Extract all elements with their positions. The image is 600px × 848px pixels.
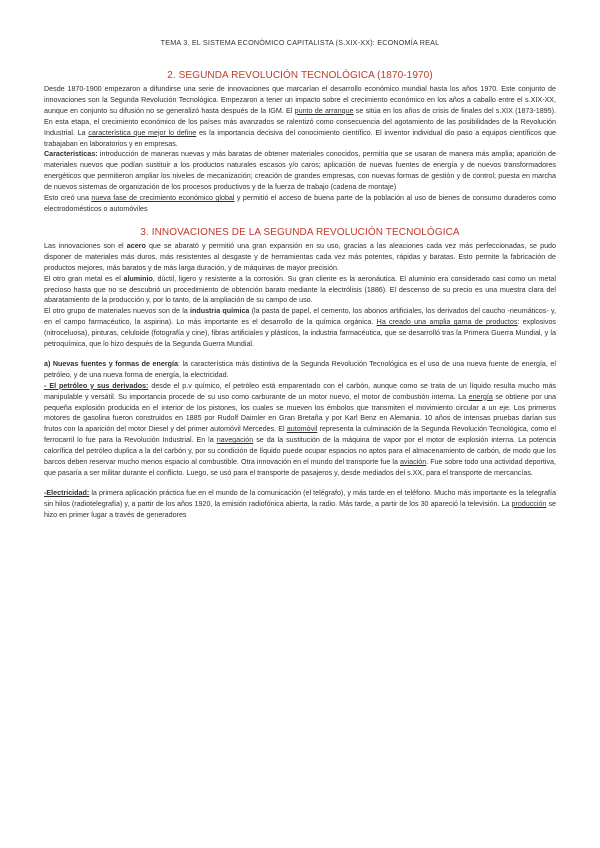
section-3-title: 3. INNOVACIONES DE LA SEGUNDA REVOLUCIÓN TECNOLÓGICA xyxy=(140,226,460,238)
section-3-paragraph-energy: a) Nuevas fuentes y formas de energía: la característica más distintiva de la Segunda Revolución Tecnológica es el uso de una nueva fuente de energía, el petróleo, y de una nueva forma de energía, la electricidad. xyxy=(44,359,556,379)
underlined-phrase: navegación xyxy=(216,436,254,445)
section-3-paragraph-petroleum: - El petróleo y sus derivados: desde el p.v químico, el petróleo está emparentado con el carbón, aunque como se trata de un líquido resulta mucho más manipulable y versátil. Su importancia procede de su uso como carburante de un motor nuevo, el motor de combustión interna. La energía se obtiene por una pequeña explosión producida en el interior de los pistones, los cuales se mueven los émbolos que transmiten el movimiento circular a un eje. Los primeros motores de gasolina fueron construidos en 1885 por Rudolf Daimler en Gran Bretaña y por Karl Benz en Alemania. 10 años de intensas pruebas darían sus frutos con la aparición del motor Diesel y del primer automóvil Mercedes. El automóvil representa la culminación de la Segunda Revolución Tecnológica, como el ferrocarril lo fue para la Revolución Industrial. En la navegación se da la sustitución de la máquina de vapor por el motor de explosión interna. La potencia calorífica del petróleo duplica a la del carbón y, por su condición de líquido puede ocupar espacios no aptos para el almacenamiento de carbón, de modo que los barcos deben reservar mucho menos espacio al combustible. Otra innovación en el mundo del transporte fue la aviación. Fue sobre todo una actividad deportiva, que pasaría a ser militar durante el conflicto. Luego, se usó para el transporte de pasajeros y, desde mediados del s.XX, para el transporte de mercancías. xyxy=(44,381,557,477)
underlined-phrase: producción xyxy=(511,499,547,508)
underlined-phrase: automóvil xyxy=(286,425,318,434)
section-2-characteristics: Características: introducción de maneras nuevas y más baratas de obtener materiales conocidos, permitía que se usaran de manera más amplia; aparición de materiales nuevos que podían sustituir a los productos naturales escasos y/o caros; aplicación de nuevas fuentes de energía y de nuevos transformadores energéticos que permitieron ampliar los niveles de mecanización; creación de grandes empresas, con nuevas formas de gestión y de control; puesta en marcha de nuevos sistemas de organización de los procesos productivos y de la fuerza de trabajo (cadena de montaje) xyxy=(44,150,556,192)
bold-label: - El petróleo y sus derivados: xyxy=(44,381,149,390)
underlined-phrase: aviación xyxy=(399,458,427,467)
section-3-paragraph-electricity: -Electricidad: la primera aplicación práctica fue en el mundo de la comunicación (el telégrafo), y más tarde en el teléfono. Mucho más importante es la telegrafía sin hilos (radiotelegrafía) y, a partir de los años 1920, la emisión radiofónica abierta, la radio. Más tarde, a partir de los 30 apareció la televisión. La producción se hizo en primer lugar a través de generadores xyxy=(44,488,557,519)
underlined-phrase: Ha creado una amplia gama de productos xyxy=(376,318,518,327)
bold-label: a) Nuevas fuentes y formas de energía xyxy=(44,359,178,368)
underlined-phrase: punto de arranque xyxy=(294,106,354,115)
section-3-paragraph-chemistry: El otro grupo de materiales nuevos son de la industria química (la pasta de papel, el cemento, los abonos artificiales, los derivados del caucho -neumáticos- y, en el campo farmacéutico, la aspirina). Lo más importante es el desarrollo de la química orgánica. Ha creado una amplia gama de productos: explosivos (nitroceluosa), pinturas, celuloide (fotografía y cine), fibras artificiales y plásticos, la industria farmacéutica, que se desarrolló tras la Primera Guerra Mundial, y la petroquímica, que lo hizo después de la Segunda Guerra Mundial. xyxy=(44,307,556,349)
underlined-phrase: característica que mejor lo define xyxy=(88,128,197,137)
running-header: TEMA 3. EL SISTEMA ECONÓMICO CAPITALISTA (S.XIX-XX): ECONOMÍA REAL xyxy=(160,38,440,47)
bold-label: Características: xyxy=(44,150,98,159)
section-2-paragraph-1: Desde 1870-1900 empezaron a difundirse una serie de innovaciones que marcarían el desarrollo económico mundial hasta los años 1970. Este conjunto de innovaciones son la Segunda Revolución Tecnológica. Empezaron a tener un impacto sobre el crecimiento económico en los años a caballo entre el s.XIX-XX, aunque en conjunto su difusión no se generalizó hasta después de la IGM. El punto de arranque se sitúa en los años de crisis de finales del s.XIX (1873-1895). En esta etapa, el crecimiento económico de los países más avanzados se ralentizó como consecuencia del agotamiento de las posibilidades de la Revolución Industrial. La característica que mejor lo define es la importancia decisiva del conocimiento científico. El inventor individual dio paso a equipos científicos que trabajaban en laboratorios y en empresas. xyxy=(44,85,556,148)
section-3-paragraph-aluminium: El otro gran metal es el aluminio, dúctil, ligero y resistente a la corrosión. Su gran cliente es la aeronáutica. El aluminio era considerado casi como un metal precioso hasta que no se descubrió un procedimiento de obtención barato mediante la electrólisis (1886). El descenso de su precio es una muestra clara del abaratamiento de la producción y, por lo tanto, de la ampliación de su campo de uso. xyxy=(44,274,556,305)
bold-label: -Electricidad: xyxy=(44,488,90,497)
bold-term: industria química xyxy=(190,307,250,316)
document-body xyxy=(44,70,556,521)
section-2-paragraph-3: Esto creó una nueva fase de crecimiento económico global y permitió el acceso de buena parte de la población al uso de bienes de consumo duraderos como electrodomésticos o automóviles xyxy=(44,194,557,213)
section-2-title: 2. SEGUNDA REVOLUCIÓN TECNOLÓGICA (1870-1970) xyxy=(167,70,433,81)
section-3-paragraph-steel: Las innovaciones son el acero que se abarató y permitió una gran expansión en su uso, gracias a las aleaciones cada vez más perfeccionadas, se pudo disponer de materiales más duros, más resistentes al desgaste y de herramientas cada vez más potentes, rápidas y baratas. Esto permite la fabricación de productos mejores, más baratos y de más larga duración, y de máquinas de mayor precisión. xyxy=(44,241,556,272)
bold-term: acero xyxy=(126,241,146,250)
bold-term: aluminio xyxy=(123,274,153,283)
underlined-phrase: nueva fase de crecimiento económico global xyxy=(91,194,235,203)
underlined-phrase: energía xyxy=(468,392,493,401)
